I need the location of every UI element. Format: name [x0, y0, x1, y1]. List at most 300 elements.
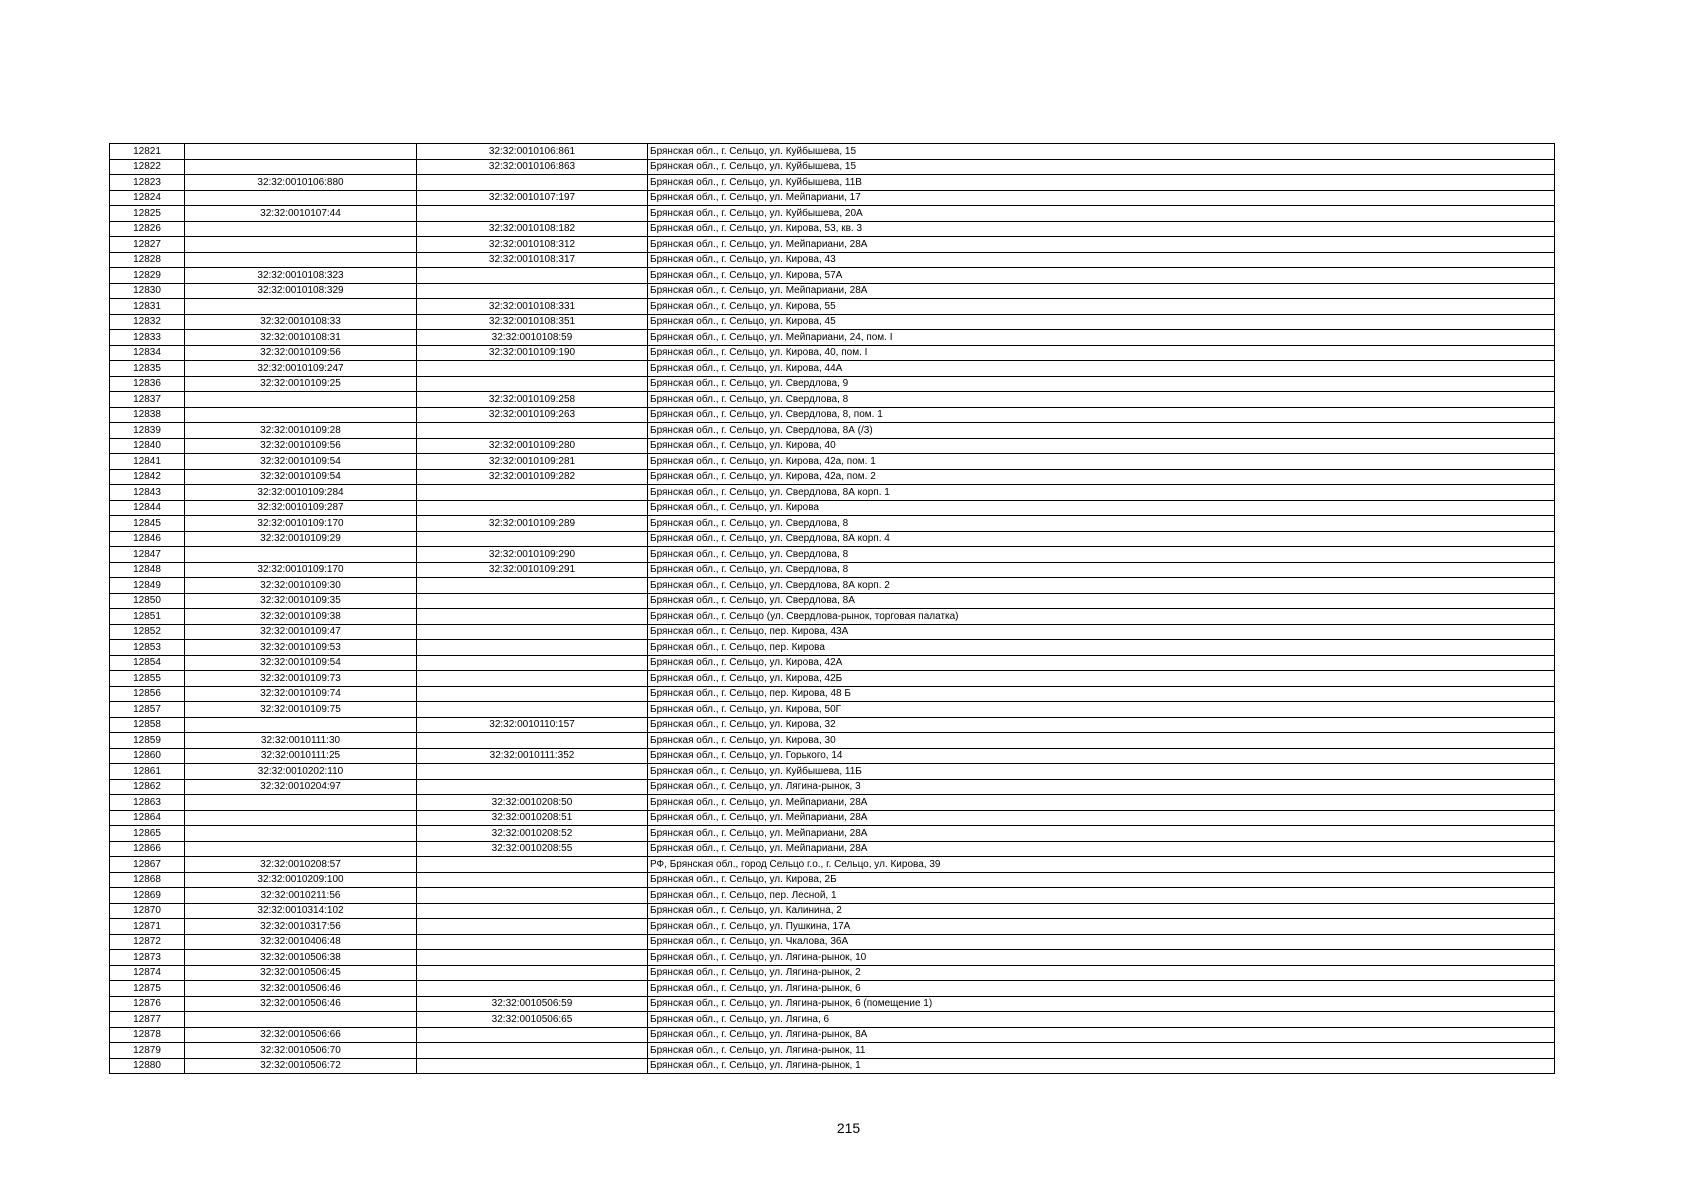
table-row	[110, 314, 1555, 330]
object-cadastral-number-cell: 32:32:0010107:197	[417, 190, 648, 206]
object-cadastral-number-cell	[417, 981, 648, 997]
row-number-cell: 12874	[110, 965, 185, 981]
address-cell: Брянская обл., г. Сельцо, ул. Лягина, 6	[648, 1012, 1555, 1028]
cadastral-number-cell: 32:32:0010109:56	[185, 345, 417, 361]
address-cell: Брянская обл., г. Сельцо, ул. Лягина-рынок, 1	[648, 1058, 1555, 1074]
address-cell: Брянская обл., г. Сельцо, пер. Кирова, 48 Б	[648, 686, 1555, 702]
row-number-cell: 12826	[110, 221, 185, 237]
cadastral-number-cell: 32:32:0010506:46	[185, 996, 417, 1012]
registry-table-body	[110, 144, 1555, 1074]
object-cadastral-number-cell: 32:32:0010108:59	[417, 330, 648, 346]
object-cadastral-number-cell	[417, 733, 648, 749]
row-number-cell: 12830	[110, 283, 185, 299]
row-number-cell: 12849	[110, 578, 185, 594]
row-number-cell: 12868	[110, 872, 185, 888]
table-row	[110, 702, 1555, 718]
cadastral-number-cell: 32:32:0010109:53	[185, 640, 417, 656]
row-number-cell: 12873	[110, 950, 185, 966]
address-cell: Брянская обл., г. Сельцо, ул. Кирова, 42Б	[648, 671, 1555, 687]
table-row	[110, 640, 1555, 656]
table-row	[110, 206, 1555, 222]
cadastral-number-cell: 32:32:0010314:102	[185, 903, 417, 919]
object-cadastral-number-cell: 32:32:0010109:290	[417, 547, 648, 563]
table-row	[110, 593, 1555, 609]
table-row	[110, 516, 1555, 532]
cadastral-number-cell: 32:32:0010406:48	[185, 934, 417, 950]
row-number-cell: 12833	[110, 330, 185, 346]
cadastral-number-cell: 32:32:0010111:25	[185, 748, 417, 764]
row-number-cell: 12862	[110, 779, 185, 795]
registry-table	[109, 143, 1555, 1074]
table-row	[110, 1027, 1555, 1043]
row-number-cell: 12838	[110, 407, 185, 423]
row-number-cell: 12832	[110, 314, 185, 330]
table-row	[110, 764, 1555, 780]
row-number-cell: 12879	[110, 1043, 185, 1059]
address-cell: Брянская обл., г. Сельцо, ул. Свердлова, 8	[648, 392, 1555, 408]
table-row	[110, 934, 1555, 950]
object-cadastral-number-cell	[417, 640, 648, 656]
row-number-cell: 12836	[110, 376, 185, 392]
object-cadastral-number-cell: 32:32:0010109:291	[417, 562, 648, 578]
cadastral-number-cell: 32:32:0010108:31	[185, 330, 417, 346]
cadastral-number-cell: 32:32:0010109:170	[185, 516, 417, 532]
object-cadastral-number-cell	[417, 175, 648, 191]
cadastral-number-cell	[185, 810, 417, 826]
table-row	[110, 686, 1555, 702]
address-cell: Брянская обл., г. Сельцо, ул. Кирова, 55	[648, 299, 1555, 315]
object-cadastral-number-cell	[417, 965, 648, 981]
table-row	[110, 438, 1555, 454]
row-number-cell: 12864	[110, 810, 185, 826]
row-number-cell: 12846	[110, 531, 185, 547]
row-number-cell: 12858	[110, 717, 185, 733]
address-cell: Брянская обл., г. Сельцо, ул. Мейпариани, 28А	[648, 841, 1555, 857]
table-row	[110, 996, 1555, 1012]
table-row	[110, 717, 1555, 733]
cadastral-number-cell: 32:32:0010506:66	[185, 1027, 417, 1043]
object-cadastral-number-cell: 32:32:0010111:352	[417, 748, 648, 764]
object-cadastral-number-cell	[417, 671, 648, 687]
address-cell: Брянская обл., г. Сельцо, ул. Мейпариани, 24, пом. I	[648, 330, 1555, 346]
address-cell: Брянская обл., г. Сельцо, ул. Куйбышева, 20А	[648, 206, 1555, 222]
cadastral-number-cell: 32:32:0010108:329	[185, 283, 417, 299]
address-cell: Брянская обл., г. Сельцо, ул. Горького, 14	[648, 748, 1555, 764]
row-number-cell: 12842	[110, 469, 185, 485]
object-cadastral-number-cell	[417, 764, 648, 780]
address-cell: Брянская обл., г. Сельцо, ул. Кирова, 30	[648, 733, 1555, 749]
object-cadastral-number-cell: 32:32:0010506:59	[417, 996, 648, 1012]
table-row	[110, 748, 1555, 764]
row-number-cell: 12867	[110, 857, 185, 873]
object-cadastral-number-cell	[417, 686, 648, 702]
object-cadastral-number-cell: 32:32:0010208:55	[417, 841, 648, 857]
row-number-cell: 12878	[110, 1027, 185, 1043]
row-number-cell: 12854	[110, 655, 185, 671]
object-cadastral-number-cell	[417, 376, 648, 392]
address-cell: Брянская обл., г. Сельцо, ул. Кирова, 32	[648, 717, 1555, 733]
address-cell: Брянская обл., г. Сельцо, ул. Мейпариани, 17	[648, 190, 1555, 206]
table-row	[110, 609, 1555, 625]
row-number-cell: 12851	[110, 609, 185, 625]
cadastral-number-cell: 32:32:0010208:57	[185, 857, 417, 873]
object-cadastral-number-cell	[417, 1043, 648, 1059]
table-row	[110, 392, 1555, 408]
table-row	[110, 841, 1555, 857]
address-cell: РФ, Брянская обл., город Сельцо г.о., г. Сельцо, ул. Кирова, 39	[648, 857, 1555, 873]
table-row	[110, 485, 1555, 501]
table-row	[110, 1043, 1555, 1059]
object-cadastral-number-cell: 32:32:0010109:263	[417, 407, 648, 423]
address-cell: Брянская обл., г. Сельцо, ул. Мейпариани, 28А	[648, 237, 1555, 253]
object-cadastral-number-cell: 32:32:0010108:317	[417, 252, 648, 268]
address-cell: Брянская обл., г. Сельцо, пер. Кирова, 43А	[648, 624, 1555, 640]
object-cadastral-number-cell: 32:32:0010109:280	[417, 438, 648, 454]
address-cell: Брянская обл., г. Сельцо, ул. Мейпариани, 28А	[648, 826, 1555, 842]
address-cell: Брянская обл., г. Сельцо, ул. Куйбышева, 11В	[648, 175, 1555, 191]
cadastral-number-cell: 32:32:0010109:29	[185, 531, 417, 547]
cadastral-number-cell: 32:32:0010109:247	[185, 361, 417, 377]
address-cell: Брянская обл., г. Сельцо, ул. Куйбышева, 15	[648, 144, 1555, 160]
object-cadastral-number-cell	[417, 361, 648, 377]
object-cadastral-number-cell: 32:32:0010108:312	[417, 237, 648, 253]
row-number-cell: 12857	[110, 702, 185, 718]
table-row	[110, 857, 1555, 873]
row-number-cell: 12825	[110, 206, 185, 222]
table-row	[110, 733, 1555, 749]
table-row	[110, 562, 1555, 578]
cadastral-number-cell: 32:32:0010506:38	[185, 950, 417, 966]
address-cell: Брянская обл., г. Сельцо, ул. Свердлова, 8	[648, 547, 1555, 563]
row-number-cell: 12841	[110, 454, 185, 470]
address-cell: Брянская обл., г. Сельцо, ул. Свердлова, 8	[648, 516, 1555, 532]
object-cadastral-number-cell	[417, 857, 648, 873]
address-cell: Брянская обл., г. Сельцо, ул. Лягина-рынок, 8А	[648, 1027, 1555, 1043]
cadastral-number-cell: 32:32:0010109:30	[185, 578, 417, 594]
cadastral-number-cell	[185, 144, 417, 160]
cadastral-number-cell: 32:32:0010211:56	[185, 888, 417, 904]
address-cell: Брянская обл., г. Сельцо, ул. Чкалова, 36А	[648, 934, 1555, 950]
table-row	[110, 1058, 1555, 1074]
table-row	[110, 159, 1555, 175]
address-cell: Брянская обл., г. Сельцо, ул. Лягина-рынок, 10	[648, 950, 1555, 966]
address-cell: Брянская обл., г. Сельцо, пер. Кирова	[648, 640, 1555, 656]
table-row	[110, 779, 1555, 795]
row-number-cell: 12850	[110, 593, 185, 609]
table-row	[110, 950, 1555, 966]
object-cadastral-number-cell	[417, 500, 648, 516]
address-cell: Брянская обл., г. Сельцо, ул. Кирова, 40	[648, 438, 1555, 454]
row-number-cell: 12863	[110, 795, 185, 811]
address-cell: Брянская обл., г. Сельцо, ул. Мейпариани, 28А	[648, 283, 1555, 299]
address-cell: Брянская обл., г. Сельцо, ул. Мейпариани, 28А	[648, 810, 1555, 826]
table-row	[110, 237, 1555, 253]
row-number-cell: 12861	[110, 764, 185, 780]
row-number-cell: 12822	[110, 159, 185, 175]
object-cadastral-number-cell	[417, 872, 648, 888]
address-cell: Брянская обл., г. Сельцо, ул. Свердлова, 8А корп. 4	[648, 531, 1555, 547]
object-cadastral-number-cell: 32:32:0010106:861	[417, 144, 648, 160]
object-cadastral-number-cell	[417, 655, 648, 671]
table-row	[110, 500, 1555, 516]
table-row	[110, 454, 1555, 470]
table-row	[110, 345, 1555, 361]
table-row	[110, 795, 1555, 811]
row-number-cell: 12866	[110, 841, 185, 857]
row-number-cell: 12865	[110, 826, 185, 842]
cadastral-number-cell: 32:32:0010108:33	[185, 314, 417, 330]
row-number-cell: 12831	[110, 299, 185, 315]
address-cell: Брянская обл., г. Сельцо, ул. Пушкина, 17А	[648, 919, 1555, 935]
cadastral-number-cell: 32:32:0010106:880	[185, 175, 417, 191]
table-row	[110, 376, 1555, 392]
address-cell: Брянская обл., г. Сельцо, ул. Лягина-рынок, 6 (помещение 1)	[648, 996, 1555, 1012]
address-cell: Брянская обл., г. Сельцо, ул. Свердлова, 8А (/3)	[648, 423, 1555, 439]
object-cadastral-number-cell: 32:32:0010106:863	[417, 159, 648, 175]
object-cadastral-number-cell	[417, 578, 648, 594]
address-cell: Брянская обл., г. Сельцо, ул. Кирова, 43	[648, 252, 1555, 268]
address-cell: Брянская обл., г. Сельцо, ул. Мейпариани, 28А	[648, 795, 1555, 811]
object-cadastral-number-cell: 32:32:0010208:51	[417, 810, 648, 826]
address-cell: Брянская обл., г. Сельцо, ул. Лягина-рынок, 2	[648, 965, 1555, 981]
cadastral-number-cell: 32:32:0010109:56	[185, 438, 417, 454]
address-cell: Брянская обл., г. Сельцо, ул. Кирова, 57А	[648, 268, 1555, 284]
row-number-cell: 12847	[110, 547, 185, 563]
cadastral-number-cell: 32:32:0010109:284	[185, 485, 417, 501]
row-number-cell: 12829	[110, 268, 185, 284]
address-cell: Брянская обл., г. Сельцо, ул. Кирова, 45	[648, 314, 1555, 330]
table-row	[110, 330, 1555, 346]
address-cell: Брянская обл., г. Сельцо, ул. Свердлова, 9	[648, 376, 1555, 392]
row-number-cell: 12876	[110, 996, 185, 1012]
row-number-cell: 12877	[110, 1012, 185, 1028]
cadastral-number-cell	[185, 159, 417, 175]
row-number-cell: 12880	[110, 1058, 185, 1074]
row-number-cell: 12840	[110, 438, 185, 454]
cadastral-number-cell: 32:32:0010109:54	[185, 655, 417, 671]
cadastral-number-cell	[185, 299, 417, 315]
cadastral-number-cell: 32:32:0010109:47	[185, 624, 417, 640]
cadastral-number-cell: 32:32:0010109:54	[185, 454, 417, 470]
table-row	[110, 810, 1555, 826]
row-number-cell: 12843	[110, 485, 185, 501]
address-cell: Брянская обл., г. Сельцо, ул. Лягина-рынок, 11	[648, 1043, 1555, 1059]
cadastral-number-cell	[185, 237, 417, 253]
address-cell: Брянская обл., г. Сельцо, ул. Кирова, 42а, пом. 2	[648, 469, 1555, 485]
address-cell: Брянская обл., г. Сельцо, ул. Лягина-рынок, 6	[648, 981, 1555, 997]
cadastral-number-cell: 32:32:0010506:45	[185, 965, 417, 981]
object-cadastral-number-cell	[417, 779, 648, 795]
cadastral-number-cell	[185, 190, 417, 206]
object-cadastral-number-cell	[417, 268, 648, 284]
table-row	[110, 531, 1555, 547]
row-number-cell: 12823	[110, 175, 185, 191]
table-row	[110, 221, 1555, 237]
row-number-cell: 12821	[110, 144, 185, 160]
cadastral-number-cell	[185, 252, 417, 268]
address-cell: Брянская обл., г. Сельцо, ул. Свердлова, 8А корп. 2	[648, 578, 1555, 594]
address-cell: Брянская обл., г. Сельцо, ул. Кирова, 40, пом. I	[648, 345, 1555, 361]
object-cadastral-number-cell	[417, 1058, 648, 1074]
address-cell: Брянская обл., г. Сельцо, ул. Кирова, 53, кв. 3	[648, 221, 1555, 237]
cadastral-number-cell: 32:32:0010204:97	[185, 779, 417, 795]
object-cadastral-number-cell	[417, 624, 648, 640]
object-cadastral-number-cell: 32:32:0010109:282	[417, 469, 648, 485]
table-row	[110, 469, 1555, 485]
address-cell: Брянская обл., г. Сельцо, пер. Лесной, 1	[648, 888, 1555, 904]
object-cadastral-number-cell	[417, 934, 648, 950]
row-number-cell: 12871	[110, 919, 185, 935]
cadastral-number-cell: 32:32:0010506:70	[185, 1043, 417, 1059]
object-cadastral-number-cell: 32:32:0010110:157	[417, 717, 648, 733]
address-cell: Брянская обл., г. Сельцо, ул. Свердлова, 8А корп. 1	[648, 485, 1555, 501]
address-cell: Брянская обл., г. Сельцо, ул. Кирова	[648, 500, 1555, 516]
table-row	[110, 299, 1555, 315]
cadastral-number-cell: 32:32:0010109:74	[185, 686, 417, 702]
address-cell: Брянская обл., г. Сельцо, ул. Кирова, 42А	[648, 655, 1555, 671]
table-row	[110, 671, 1555, 687]
cadastral-number-cell: 32:32:0010108:323	[185, 268, 417, 284]
cadastral-number-cell: 32:32:0010109:28	[185, 423, 417, 439]
row-number-cell: 12855	[110, 671, 185, 687]
cadastral-number-cell: 32:32:0010202:110	[185, 764, 417, 780]
row-number-cell: 12844	[110, 500, 185, 516]
address-cell: Брянская обл., г. Сельцо, ул. Лягина-рынок, 3	[648, 779, 1555, 795]
cadastral-number-cell	[185, 826, 417, 842]
table-row	[110, 826, 1555, 842]
object-cadastral-number-cell	[417, 1027, 648, 1043]
row-number-cell: 12869	[110, 888, 185, 904]
object-cadastral-number-cell: 32:32:0010506:65	[417, 1012, 648, 1028]
table-row	[110, 547, 1555, 563]
row-number-cell: 12848	[110, 562, 185, 578]
table-row	[110, 965, 1555, 981]
cadastral-number-cell: 32:32:0010109:287	[185, 500, 417, 516]
table-row	[110, 190, 1555, 206]
cadastral-number-cell	[185, 547, 417, 563]
row-number-cell: 12837	[110, 392, 185, 408]
table-row	[110, 888, 1555, 904]
row-number-cell: 12827	[110, 237, 185, 253]
cadastral-number-cell: 32:32:0010109:54	[185, 469, 417, 485]
object-cadastral-number-cell	[417, 702, 648, 718]
cadastral-number-cell	[185, 1012, 417, 1028]
table-row	[110, 423, 1555, 439]
cadastral-number-cell: 32:32:0010506:46	[185, 981, 417, 997]
object-cadastral-number-cell	[417, 609, 648, 625]
object-cadastral-number-cell: 32:32:0010108:182	[417, 221, 648, 237]
row-number-cell: 12853	[110, 640, 185, 656]
table-row	[110, 268, 1555, 284]
table-row	[110, 919, 1555, 935]
cadastral-number-cell	[185, 841, 417, 857]
object-cadastral-number-cell: 32:32:0010108:351	[417, 314, 648, 330]
cadastral-number-cell: 32:32:0010107:44	[185, 206, 417, 222]
row-number-cell: 12845	[110, 516, 185, 532]
cadastral-number-cell	[185, 392, 417, 408]
object-cadastral-number-cell	[417, 888, 648, 904]
address-cell: Брянская обл., г. Сельцо, ул. Кирова, 50Г	[648, 702, 1555, 718]
row-number-cell: 12835	[110, 361, 185, 377]
address-cell: Брянская обл., г. Сельцо, ул. Куйбышева, 15	[648, 159, 1555, 175]
address-cell: Брянская обл., г. Сельцо, ул. Свердлова, 8	[648, 562, 1555, 578]
table-row	[110, 175, 1555, 191]
row-number-cell: 12860	[110, 748, 185, 764]
object-cadastral-number-cell	[417, 593, 648, 609]
table-row	[110, 1012, 1555, 1028]
cadastral-number-cell	[185, 407, 417, 423]
table-row	[110, 578, 1555, 594]
object-cadastral-number-cell	[417, 531, 648, 547]
address-cell: Брянская обл., г. Сельцо, ул. Кирова, 42а, пом. 1	[648, 454, 1555, 470]
cadastral-number-cell: 32:32:0010109:73	[185, 671, 417, 687]
table-row	[110, 361, 1555, 377]
object-cadastral-number-cell	[417, 950, 648, 966]
table-row	[110, 144, 1555, 160]
object-cadastral-number-cell: 32:32:0010109:289	[417, 516, 648, 532]
cadastral-number-cell: 32:32:0010109:38	[185, 609, 417, 625]
object-cadastral-number-cell: 32:32:0010108:331	[417, 299, 648, 315]
cadastral-number-cell: 32:32:0010109:35	[185, 593, 417, 609]
row-number-cell: 12872	[110, 934, 185, 950]
object-cadastral-number-cell	[417, 206, 648, 222]
cadastral-number-cell: 32:32:0010109:25	[185, 376, 417, 392]
table-row	[110, 624, 1555, 640]
object-cadastral-number-cell	[417, 485, 648, 501]
table-row	[110, 407, 1555, 423]
address-cell: Брянская обл., г. Сельцо, ул. Куйбышева, 11Б	[648, 764, 1555, 780]
object-cadastral-number-cell: 32:32:0010208:50	[417, 795, 648, 811]
object-cadastral-number-cell	[417, 283, 648, 299]
cadastral-number-cell: 32:32:0010109:170	[185, 562, 417, 578]
cadastral-number-cell: 32:32:0010317:56	[185, 919, 417, 935]
object-cadastral-number-cell: 32:32:0010109:190	[417, 345, 648, 361]
table-row	[110, 872, 1555, 888]
table-row	[110, 981, 1555, 997]
table-row	[110, 903, 1555, 919]
object-cadastral-number-cell: 32:32:0010109:281	[417, 454, 648, 470]
object-cadastral-number-cell: 32:32:0010208:52	[417, 826, 648, 842]
object-cadastral-number-cell: 32:32:0010109:258	[417, 392, 648, 408]
object-cadastral-number-cell	[417, 423, 648, 439]
address-cell: Брянская обл., г. Сельцо, ул. Свердлова, 8, пом. 1	[648, 407, 1555, 423]
address-cell: Брянская обл., г. Сельцо (ул. Свердлова-рынок, торговая палатка)	[648, 609, 1555, 625]
table-row	[110, 252, 1555, 268]
row-number-cell: 12856	[110, 686, 185, 702]
cadastral-number-cell	[185, 221, 417, 237]
cadastral-number-cell	[185, 717, 417, 733]
row-number-cell: 12870	[110, 903, 185, 919]
object-cadastral-number-cell	[417, 919, 648, 935]
row-number-cell: 12859	[110, 733, 185, 749]
row-number-cell: 12839	[110, 423, 185, 439]
table-row	[110, 283, 1555, 299]
row-number-cell: 12834	[110, 345, 185, 361]
row-number-cell: 12852	[110, 624, 185, 640]
page-number: 215	[836, 1120, 861, 1136]
object-cadastral-number-cell	[417, 903, 648, 919]
cadastral-number-cell	[185, 795, 417, 811]
cadastral-number-cell: 32:32:0010111:30	[185, 733, 417, 749]
address-cell: Брянская обл., г. Сельцо, ул. Кирова, 44А	[648, 361, 1555, 377]
address-cell: Брянская обл., г. Сельцо, ул. Калинина, 2	[648, 903, 1555, 919]
table-row	[110, 655, 1555, 671]
row-number-cell: 12824	[110, 190, 185, 206]
cadastral-number-cell: 32:32:0010109:75	[185, 702, 417, 718]
cadastral-number-cell: 32:32:0010209:100	[185, 872, 417, 888]
address-cell: Брянская обл., г. Сельцо, ул. Свердлова, 8А	[648, 593, 1555, 609]
row-number-cell: 12828	[110, 252, 185, 268]
